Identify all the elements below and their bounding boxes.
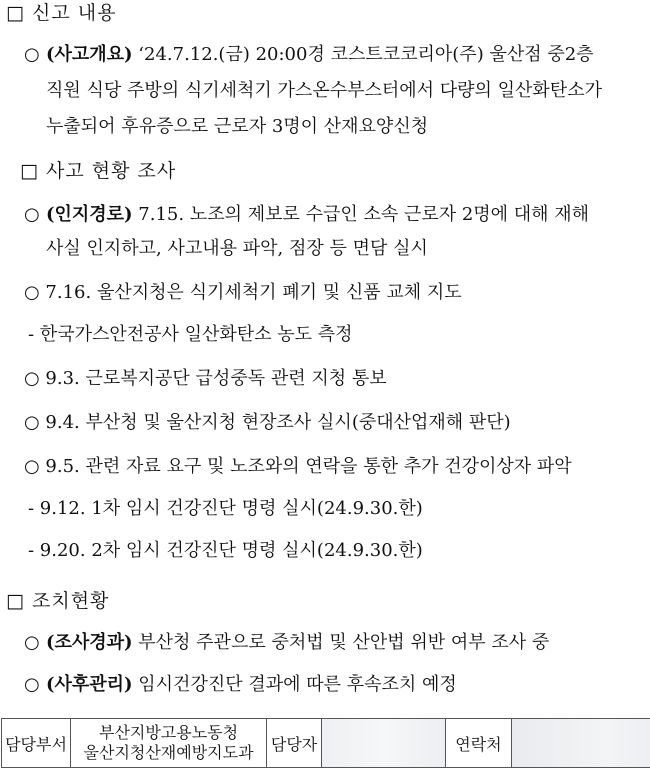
report-summary-line (24, 42, 650, 68)
investigation-item-awareness (24, 202, 650, 228)
contact-table (1, 718, 650, 768)
dept-value-line-1: 부산지방고용노동청 (74, 723, 263, 743)
section-heading-investigation: □ 사고 현황 조사 (20, 158, 650, 184)
investigation-subitem-gas-measure: - 한국가스안전공사 일산화탄소 농도 측정 (28, 322, 650, 348)
dept-value (74, 723, 263, 763)
awareness-label: ○ (인지경로) (24, 204, 133, 225)
investigation-item-0905: ○ 9.5. 관련 자료 요구 및 노조와의 연락을 통한 추가 건강이상자 파악 (24, 454, 650, 480)
measures-followup-label: ○ (사후관리) (24, 674, 133, 695)
investigation-item-0716: ○ 7.16. 울산지청은 식기세척기 폐기 및 신품 교체 지도 (24, 280, 650, 306)
person-label-cell: 담당자 (267, 719, 322, 768)
contact-table-row (2, 719, 650, 768)
measures-item-investigation (24, 630, 650, 656)
report-summary-line-3: 누출되어 후유증으로 근로자 3명이 산재요양신청 (46, 114, 650, 140)
measures-item-followup (24, 672, 650, 698)
dept-value-line-2: 울산지청산재예방지도과 (74, 743, 263, 763)
investigation-subitem-0920: - 9.20. 2차 임시 건강진단 명령 실시(24.9.30.한) (28, 538, 650, 564)
report-summary-text: ‘24.7.12.(금) 20:00경 코스트코코리아(주) 울산점 중2층 (133, 44, 594, 65)
investigation-item-0904: ○ 9.4. 부산청 및 울산지청 현장조사 실시(중대산업재해 판단) (24, 410, 650, 436)
measures-investigation-text: 부산청 주관으로 중처법 및 산안법 위반 여부 조사 중 (133, 632, 550, 653)
section-heading-report: □ 신고 내용 (6, 0, 650, 26)
phone-value-redacted (512, 719, 650, 768)
investigation-item-awareness-cont: 사실 인지하고, 사고내용 파악, 점장 등 면담 실시 (46, 236, 650, 262)
person-value-redacted (322, 719, 446, 768)
investigation-item-0903: ○ 9.3. 근로복지공단 급성중독 관련 지청 통보 (24, 366, 650, 392)
section-heading-measures: □ 조치현황 (6, 588, 650, 614)
measures-investigation-label: ○ (조사경과) (24, 632, 133, 653)
awareness-text: 7.15. 노조의 제보로 수급인 소속 근로자 2명에 대해 재해 (133, 204, 590, 225)
dept-value-cell (70, 719, 266, 768)
report-summary-line-2: 직원 식당 주방의 식기세척기 가스온수부스터에서 다량의 일산화탄소가 (46, 78, 650, 104)
measures-followup-text: 임시건강진단 결과에 따른 후속조치 예정 (133, 674, 457, 695)
report-summary-label: ○ (사고개요) (24, 44, 133, 65)
phone-label-cell: 연락처 (445, 719, 511, 768)
investigation-subitem-0912: - 9.12. 1차 임시 건강진단 명령 실시(24.9.30.한) (28, 496, 650, 522)
dept-label-cell: 담당부서 (2, 719, 71, 768)
